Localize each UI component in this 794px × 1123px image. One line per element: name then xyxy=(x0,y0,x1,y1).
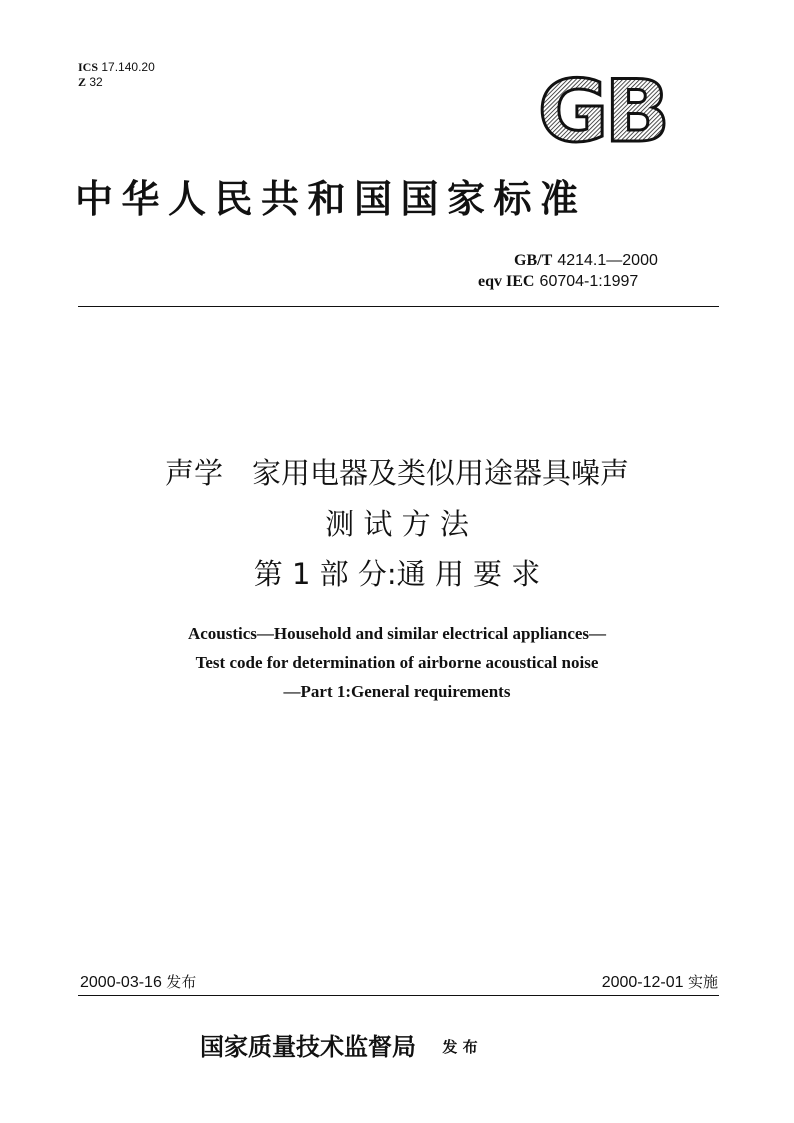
issue-date xyxy=(80,972,196,993)
ics-label: ICS xyxy=(78,60,99,74)
effective-date-label: 实施 xyxy=(687,973,718,991)
issue-date-label: 发布 xyxy=(166,973,197,991)
standard-number xyxy=(478,250,718,292)
ccs-code xyxy=(78,75,155,90)
national-standard-heading: 中华人民共和国国家标准 xyxy=(75,176,587,221)
title-cn-line3: 第 1 部 分:通 用 要 求 xyxy=(253,557,541,591)
title-en-line2: Test code for determination of airborne acoustical noise xyxy=(195,653,599,672)
ics-value: 17.140.20 xyxy=(101,60,155,74)
ccs-label: Z xyxy=(78,75,87,89)
issuer-name: 国家质量技术监督局 xyxy=(200,1032,416,1061)
eqv-label: eqv IEC xyxy=(478,273,535,290)
ccs-value: 32 xyxy=(89,75,103,89)
gbt-value: 4214.1—2000 xyxy=(557,252,658,269)
issuer-action: 发 布 xyxy=(442,1038,478,1056)
top-divider xyxy=(78,306,719,307)
svg-text:GB: GB xyxy=(537,74,667,148)
gbt-number xyxy=(478,250,718,271)
bottom-divider xyxy=(78,995,719,996)
effective-date-value: 2000-12-01 xyxy=(601,974,684,991)
issuer xyxy=(200,1030,478,1064)
classification-codes xyxy=(78,60,155,90)
gb-logo xyxy=(530,74,670,148)
gbt-label: GB/T xyxy=(514,252,553,269)
eqv-value: 60704-1:1997 xyxy=(539,273,639,290)
eqv-number xyxy=(478,271,718,292)
title-en-line3: —Part 1:General requirements xyxy=(283,682,511,701)
effective-date xyxy=(602,972,718,993)
ics-code xyxy=(78,60,155,75)
title-en-line1: Acoustics—Household and similar electrical appliances— xyxy=(187,624,607,643)
title-cn-line1: 声学 家用电器及类似用途器具噪声 xyxy=(164,456,629,490)
issue-date-value: 2000-03-16 xyxy=(80,974,162,991)
title-cn-line2: 测 试 方 法 xyxy=(325,507,469,541)
